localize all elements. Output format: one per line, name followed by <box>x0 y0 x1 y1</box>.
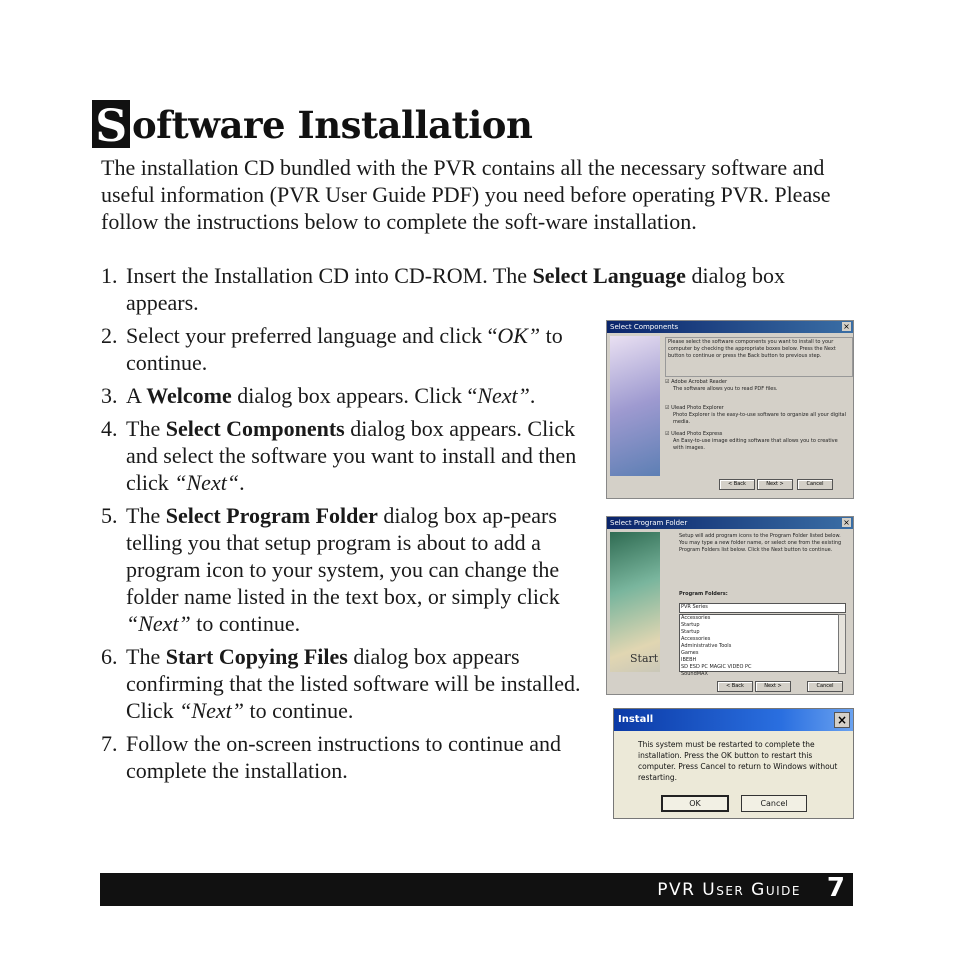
page-number: 7 <box>826 873 845 903</box>
cancel-button: Cancel <box>797 479 833 490</box>
checkbox-icon: ☑ <box>665 405 670 411</box>
select-components-titlebar: Select Components × <box>607 321 853 333</box>
next-button: Next > <box>757 479 793 490</box>
select-folder-titlebar: Select Program Folder × <box>607 517 853 529</box>
select-components-screenshot <box>606 320 854 499</box>
step-1: 1. Insert the Installation CD into CD-ROM. The Select Language dialog box appears. <box>101 263 785 315</box>
checkbox-icon: ☑ <box>665 431 670 437</box>
page-title <box>92 96 532 154</box>
title-text: oftware Installation <box>132 103 533 147</box>
folder-name-input: PVR Series <box>679 603 846 613</box>
existing-folders-list: Accessories Startup Startup Accessories Administrative Tools Games IBEBH SD ESD PC MAGIC VIDEO PC SoundMAX <box>679 614 840 672</box>
back-button: < Back <box>719 479 755 490</box>
step-7: 7. Follow the on-screen instructions to continue and complete the installation. <box>101 731 562 783</box>
next-button: Next > <box>755 681 791 692</box>
install-message: This system must be restarted to complete the installation. Press the OK button to restart this computer. Press Cancel to return to Windows without restarting. <box>638 740 838 782</box>
step-4: 4. The Select Components dialog box appears. Click and select the software you want to install and then click “Next“. <box>101 416 577 495</box>
component-item-1: ☑ Adobe Acrobat Reader The software allows you to read PDF files. <box>665 379 778 392</box>
footer-guide-title: PVR User Guide <box>657 880 801 900</box>
step-6: 6. The Start Copying Files dialog box appears confirming that the listed software will be installed. Click “Next” to continue. <box>101 644 581 723</box>
install-dialog-screenshot <box>613 708 854 819</box>
drop-cap: S <box>92 100 130 148</box>
select-program-folder-screenshot <box>606 516 854 695</box>
close-icon: × <box>834 712 850 728</box>
start-illustration: Start <box>610 532 660 672</box>
cancel-button: Cancel <box>807 681 843 692</box>
cancel-button: Cancel <box>741 795 807 812</box>
footer-bar <box>100 873 853 906</box>
checkbox-icon: ☑ <box>665 379 670 385</box>
close-icon: × <box>843 518 850 527</box>
install-titlebar: Install × <box>614 709 853 731</box>
component-item-2: ☑ Ulead Photo Explorer Photo Explorer is the easy-to-use software to organize all your digital media. <box>665 405 847 425</box>
close-icon: × <box>843 322 850 331</box>
step-5: 5. The Select Program Folder dialog box ap-pears telling you that setup program is about to add a program icon to your system, you can change the folder name listed in the text box, or simply click “Next” to continue. <box>101 503 560 636</box>
list-scrollbar <box>838 614 846 674</box>
step-2: 2. Select your preferred language and click “OK” to continue. <box>101 323 563 375</box>
components-intro: Please select the software components you want to install to your computer by checking the appropriate boxes below. Press the Next button to continue or press the Back button to previous step. <box>665 337 853 377</box>
step-3: 3. A Welcome dialog box appears. Click “Next”. <box>101 383 536 408</box>
back-button: < Back <box>717 681 753 692</box>
component-item-3: ☑ Ulead Photo Express An Easy-to-use image editing software that allows you to creative with images. <box>665 431 838 451</box>
pen-illustration <box>610 336 660 476</box>
ok-button: OK <box>661 795 729 812</box>
folder-intro: Setup will add program icons to the Program Folder listed below. You may type a new folder name, or select one from the existing Program Folders list below. Click the Next button to continue. <box>679 533 842 553</box>
intro-paragraph: The installation CD bundled with the PVR contains all the necessary software and useful information (PVR User Guide PDF) you need before operating PVR. Please follow the instructions below to complete the soft-ware installation. <box>101 155 831 234</box>
program-folders-label: Program Folders: <box>679 591 728 597</box>
